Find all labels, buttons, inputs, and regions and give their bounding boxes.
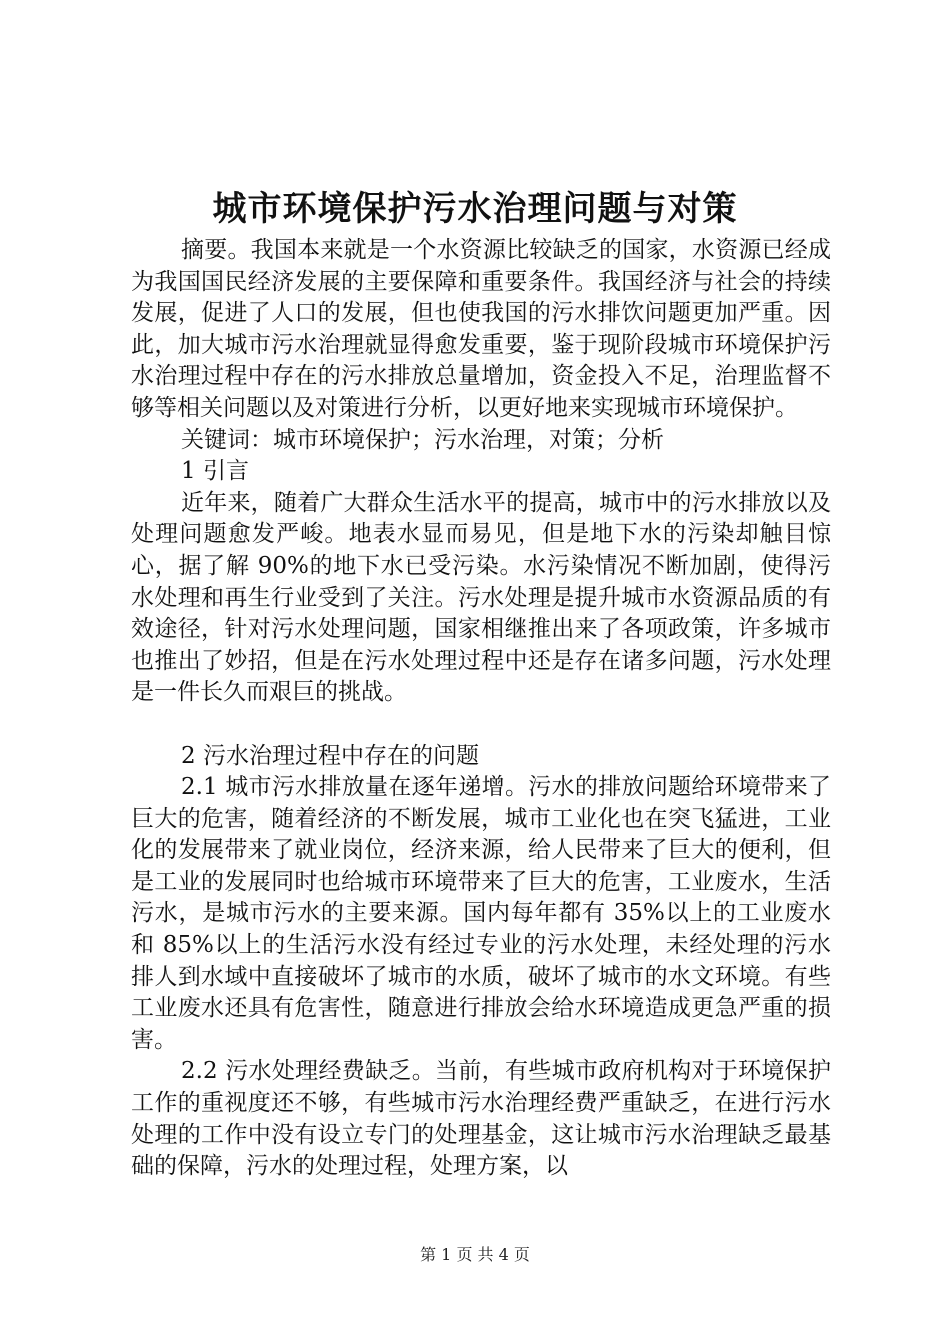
section-1-paragraph: 近年来，随着广大群众生活水平的提高，城市中的污水排放以及处理问题愈发严峻。地表水显而易见，但是地下水的污染却触目惊心，据了解 90%的地下水已受污染。水污染情况不断加剧，使得污水处理和再生行业受到了关注。污水处理是提升城市水资源品质的有效途径，针对污水处理问题，国家相继推出来了各项政策，许多城市也推出了妙招，但是在污水处理过程中还是存在诸多问题，污水处理是一件长久而艰巨的挑战。 (131, 489, 831, 706)
section-1-heading: 1 引言 (181, 458, 249, 485)
abstract-paragraph: 摘要。我国本来就是一个水资源比较缺乏的国家，水资源已经成为我国国民经济发展的主要保障和重要条件。我国经济与社会的持续发展，促进了人口的发展，但也使我国的污水排饮问题更加严重。因此，加大城市污水治理就显得愈发重要，鉴于现阶段城市环境保护污水治理过程中存在的污水排放总量增加，资金投入不足，治理监督不够等相关问题以及对策进行分析，以更好地来实现城市环境保护。 (131, 237, 831, 421)
section-2-heading: 2 污水治理过程中存在的问题 (181, 742, 479, 769)
paragraph-spacer (131, 709, 831, 741)
section-2-1-paragraph: 2.1 城市污水排放量在逐年递增。污水的排放问题给环境带来了巨大的危害，随着经济的不断发展，城市工业化也在突飞猛进，工业化的发展带来了就业岗位，经济来源，给人民带来了巨大的便利，但是工业的发展同时也给城市环境带来了巨大的危害，工业废水，生活污水，是城市污水的主要来源。国内每年都有 35%以上的工业废水和 85%以上的生活污水没有经过专业的污水处理，未经处理的污水排人到水域中直接破坏了城市的水质，破坏了城市的水文环境。有些工业废水还具有危害性，随意进行排放会给水环境造成更急严重的损害。 (131, 774, 831, 1053)
keywords-line: 关键词：城市环境保护；污水治理，对策；分析 (181, 426, 664, 453)
document-body (131, 235, 831, 1183)
document-title: 城市环境保护污水治理问题与对策 (212, 189, 738, 229)
section-2-2-paragraph: 2.2 污水处理经费缺乏。当前，有些城市政府机构对于环境保护工作的重视度还不够，有些城市污水治理经费严重缺乏，在进行污水处理的工作中没有设立专门的处理基金，这让城市污水治理缺乏最基础的保障，污水的处理过程，处理方案，以 (131, 1058, 831, 1180)
page-footer: 第 1 页 共 4 页 (420, 1245, 530, 1264)
